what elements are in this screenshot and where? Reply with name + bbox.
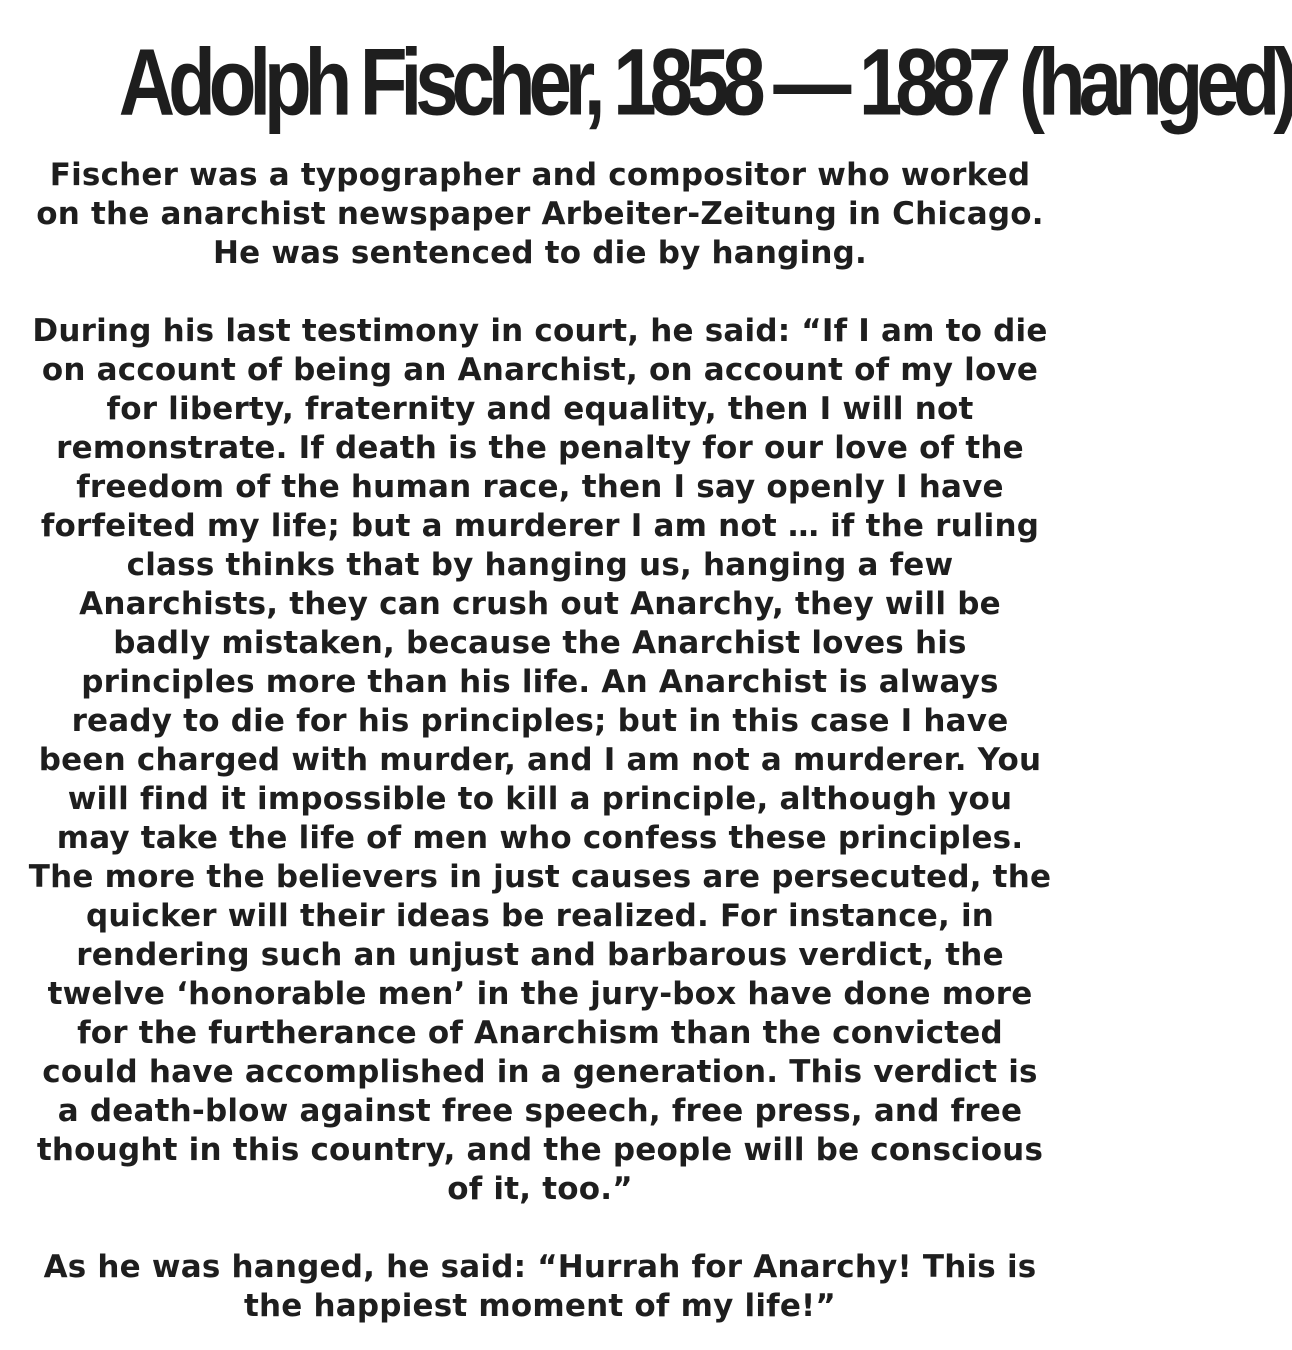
intro-paragraph: Fischer was a typographer and compositor who worked on the anarchist newspaper Arbeiter-Zeitung in Chicago. He was sentenced to die by hanging. — [36, 157, 1044, 271]
testimony-quote-paragraph: During his last testimony in court, he said: “If I am to die on account of being an Anarchist, on account of my love for liberty, fraternity and equality, then I will not remonstrate. If death is the penalty for our love of the freedom of the human race, then I say openly I have forfeited my life; but a murderer I am not … if the ruling class thinks that by hanging us, hanging a few Anarchists, they can crush out Anarchy, they will be badly mistaken, because the Anarchist loves his principles more than his life. An Anarchist is always ready to die for his principles; but in this case I have been charged with murder, and I am not a murderer. You will find it impossible to kill a principle, although you may take the life of men who confess these principles. The more the believers in just causes are persecuted, the quicker will their ideas be realized. For instance, in rendering such an unjust and barbarous verdict, the twelve ‘honorable men’ in the jury-box have done more for the furtherance of Anarchism than the convicted could have accomplished in a generation. This verdict is a death-blow against free speech, free press, and free thought in this country, and the people will be conscious of it, too.” — [28, 313, 1052, 1207]
page-title: Adolph Fischer, 1858 — 1887 (hanged) — [118, 29, 1292, 136]
last-words-paragraph: As he was hanged, he said: “Hurrah for Anarchy! This is the happiest moment of my life!” — [43, 1249, 1037, 1324]
body-text — [28, 156, 1052, 1326]
